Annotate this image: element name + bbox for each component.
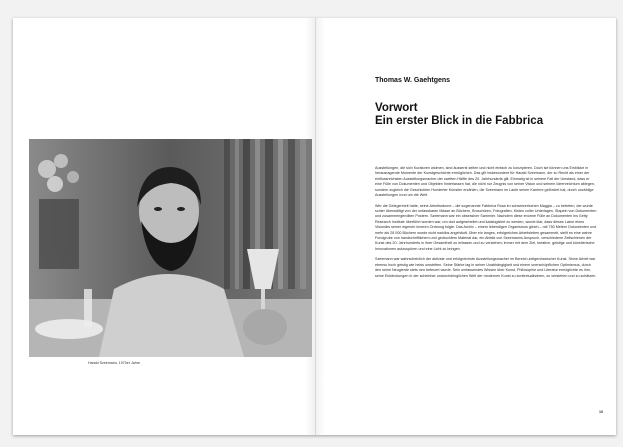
page-number: 10 — [599, 410, 603, 414]
book-gutter — [315, 18, 316, 435]
paragraph: Ausstellungen, die sich Kuratoren widmen, sind äusserst selten und nicht einfach zu konzipieren. Doch sie können uns Einblicke in herausragende Momente der Kunstgeschichte ermöglichen. Das gilt insbesondere für Harald Szeemann, der zu Recht als einer der einflussreichsten Ausstellungsmacher der zweiten Hälfte des 20. Jahrhunderts gilt. Einmalig ist in seinem Fall der Umstand, dass er eine Fülle von Dokumenten und Objekten hinterlassen hat, die nicht nur Zeugnis von seiner Vision und seinem Ideenreichtum ablegen, sondern zugleich die Geschichten Hunderter Künstler erzählen, die Szeemann im Laufe seiner Karriere gefördert hat, durch unzählige Ausstellungen rund um die Welt. — [375, 166, 595, 198]
portrait-photo-graphic — [29, 139, 312, 357]
author-name: Thomas W. Gaehtgens — [375, 77, 451, 84]
paragraph: Szeemann war wahrscheinlich der aktivste und erfolgreichste Ausstellungsmacher im Bereich zeitgenössischer Kunst. Seine Arbeit war ebenso hoch geistig wie heiss umstritten. Seine Stärke lag in seiner Unabhängigkeit und einem unerschöpflichen Optimismus, durch den seine Neugierde stets neu befeuert wurde. Sein umfassendes Wissen über Kunst, Philosophie und Literatur ermöglichte es ihm, seine Entdeckungen in der scheinbar undurchdringlichen Welt der modernen Kunst zu kontextualisieren, zu verstehen und zu schätzen. — [375, 257, 597, 278]
book-spread — [13, 18, 616, 435]
chapter-title-line2: Ein erster Blick in die Fabbrica — [375, 114, 544, 127]
portrait-photo — [29, 139, 312, 357]
body-text — [375, 166, 597, 284]
chapter-title-line1: Vorwort — [375, 102, 418, 114]
photo-caption: Harald Szeemann, 1970er Jahre — [88, 361, 140, 365]
chapter-title — [375, 102, 543, 127]
paragraph: Wer die Gelegenheit hatte, seine Arbeitsräume – die sogenannte Fabbrica Rosa im schweizerischen Maggia – zu betreten, der wurde schier überwältigt von der unfassbaren Masse an Büchern, Broschüren, Fotografien, Kisten voller Unterlagen, Stapeln von Dokumenten und zusammengerollten Postern. Szeemann war ein obsessiver Sammler. Nachdem diese enorme Fülle an Dokumenten ins Getty Research Institute überführt worden war, um dort aufgearbeitet und katalogisiert zu werden, wurde klar, dass dieses Labor eines Visionärs seiner eigenen inneren Ordnung folgte. Das Archiv – einem lebendigen Organismus gleich – mit 750 Metern Dokumenten und mehr als 28 000 Büchern wurde nicht wahllos angehäuft. Über ein langes, erfolgreiches Arbeitsleben gesammelt, stellt es eine wahre Fundgrube von handschriftlichem und gedrucktem Material dar, ein Abbild von Szeemanns Anspruch, verschiedene Zeitschienen der Kunst des 20. Jahrhunderts in ihrer Gesamtheit zu erfassen und zu verstehen; immer mit dem Ziel, kreative, geistige und künstlerische Innovationen aufzuspüren und eine Licht zu bringen. — [375, 203, 597, 251]
